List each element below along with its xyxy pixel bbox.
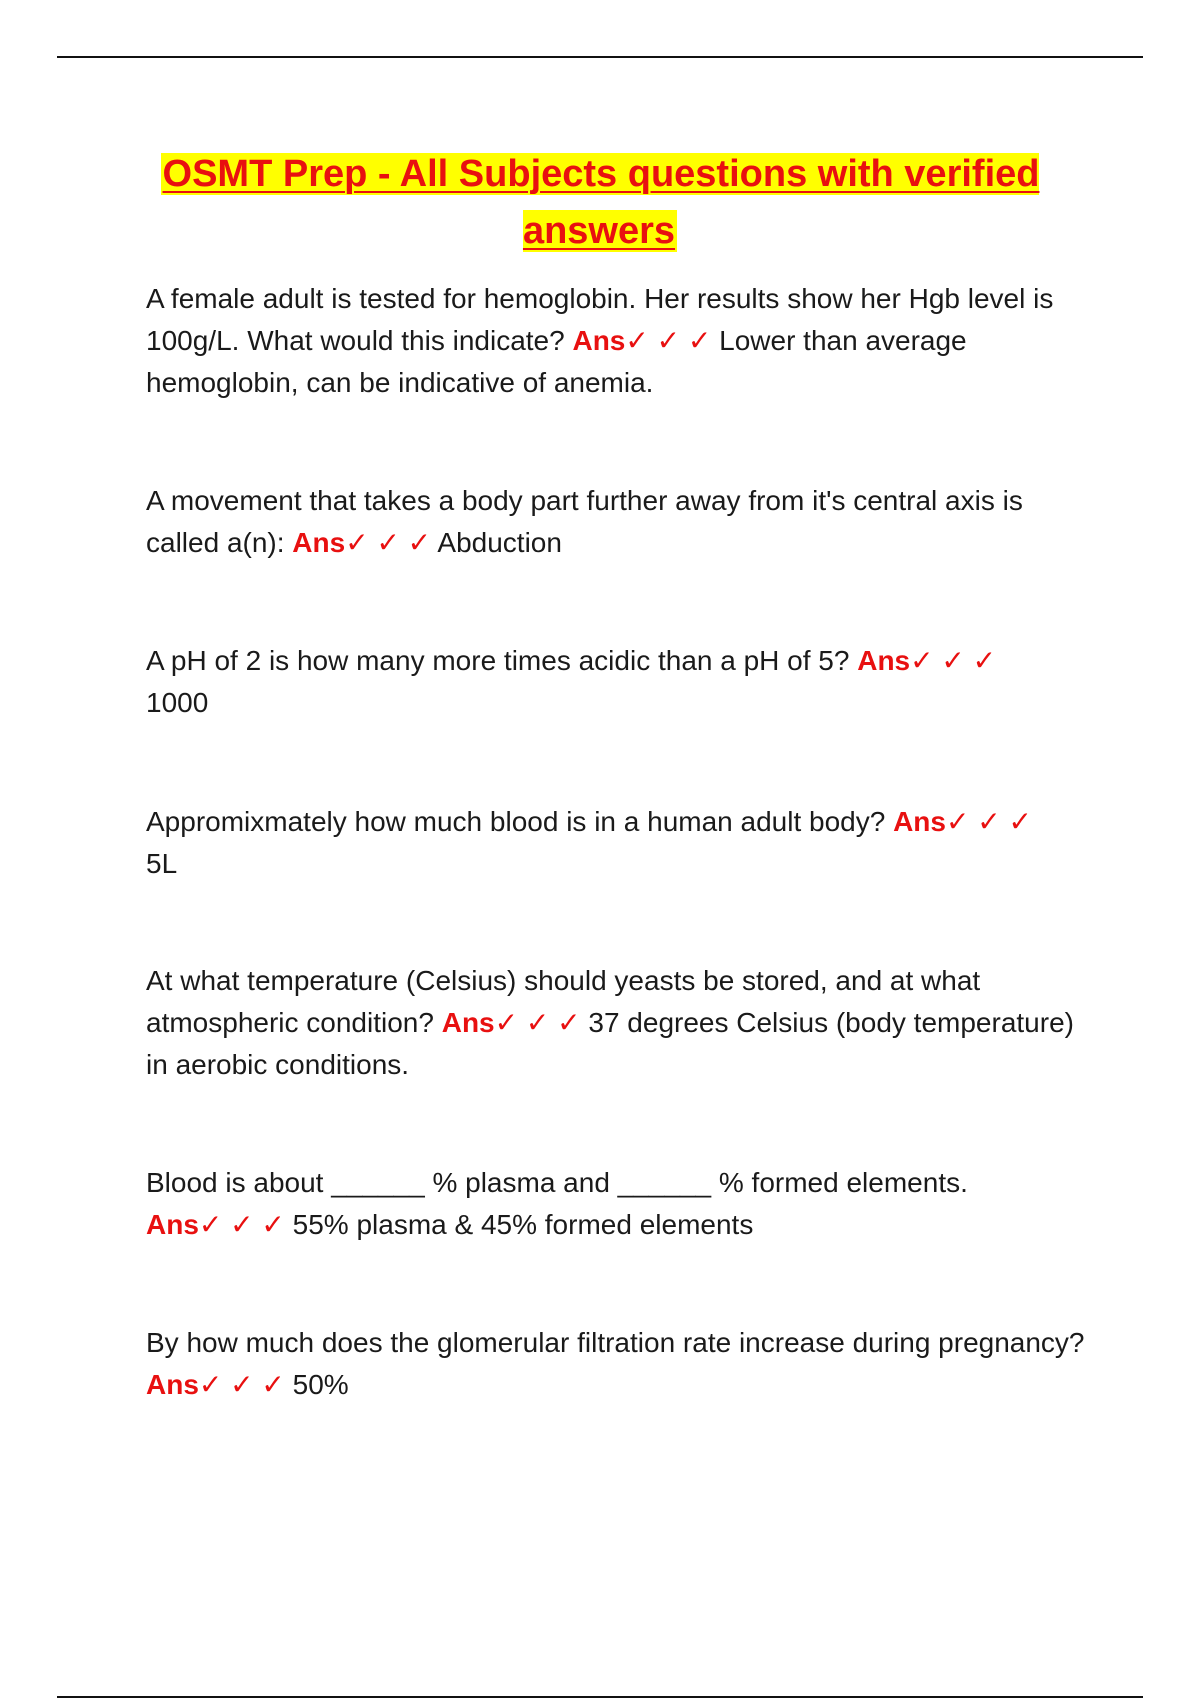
qa-item-1 <box>146 278 1096 404</box>
answer-marker: Ans <box>292 527 346 558</box>
qa-item-3 <box>146 640 1096 724</box>
answer-text: Abduction <box>437 527 562 558</box>
answer-marker: Ans <box>572 325 626 356</box>
question-text: Blood is about ______ % plasma and ______ % formed elements. <box>146 1167 968 1198</box>
qa-item-4 <box>146 801 1096 885</box>
answer-text: 55% plasma & 45% formed elements <box>292 1209 754 1240</box>
qa-item-6 <box>146 1162 1096 1246</box>
check-marks-icon: ✓ ✓ ✓ <box>345 527 432 558</box>
qa-item-5 <box>146 960 1096 1086</box>
document-title <box>100 146 1100 260</box>
question-text: Appromixmately how much blood is in a human adult body? <box>146 806 886 837</box>
question-text: A pH of 2 is how many more times acidic than a pH of 5? <box>146 645 850 676</box>
answer-text: 37 degrees Celsius (body temperature) in aerobic conditions. <box>146 1007 1074 1080</box>
answer-text: Lower than average hemoglobin, can be indicative of anemia. <box>146 325 967 398</box>
answer-marker: Ans <box>441 1007 495 1038</box>
answer-marker: Ans <box>857 645 911 676</box>
answer-marker: Ans <box>146 1369 199 1400</box>
answer-text: 1000 <box>146 687 209 718</box>
check-marks-icon: ✓ ✓ ✓ <box>198 1369 285 1400</box>
bottom-divider <box>57 1696 1143 1698</box>
qa-item-7 <box>146 1322 1096 1406</box>
check-marks-icon: ✓ ✓ ✓ <box>910 645 997 676</box>
question-text: At what temperature (Celsius) should yeasts be stored, and at what atmospheric condition? <box>146 965 981 1038</box>
answer-marker: Ans <box>893 806 946 837</box>
check-marks-icon: ✓ ✓ ✓ <box>625 325 712 356</box>
document-title-text: OSMT Prep - All Subjects questions with verified answers <box>162 153 1040 252</box>
question-text: By how much does the glomerular filtration rate increase during pregnancy? <box>146 1327 1085 1358</box>
answer-text: 50% <box>292 1369 349 1400</box>
question-text: A female adult is tested for hemoglobin. Her results show her Hgb level is 100g/L. What would this indicate? <box>146 283 1054 356</box>
question-text: A movement that takes a body part further away from it's central axis is called a(n): <box>146 485 1023 558</box>
qa-item-2 <box>146 480 1096 564</box>
check-marks-icon: ✓ ✓ ✓ <box>198 1209 285 1240</box>
answer-marker: Ans <box>146 1209 199 1240</box>
answer-text: 5L <box>146 848 178 879</box>
check-marks-icon: ✓ ✓ ✓ <box>945 806 1032 837</box>
top-divider <box>57 56 1143 58</box>
check-marks-icon: ✓ ✓ ✓ <box>494 1007 581 1038</box>
